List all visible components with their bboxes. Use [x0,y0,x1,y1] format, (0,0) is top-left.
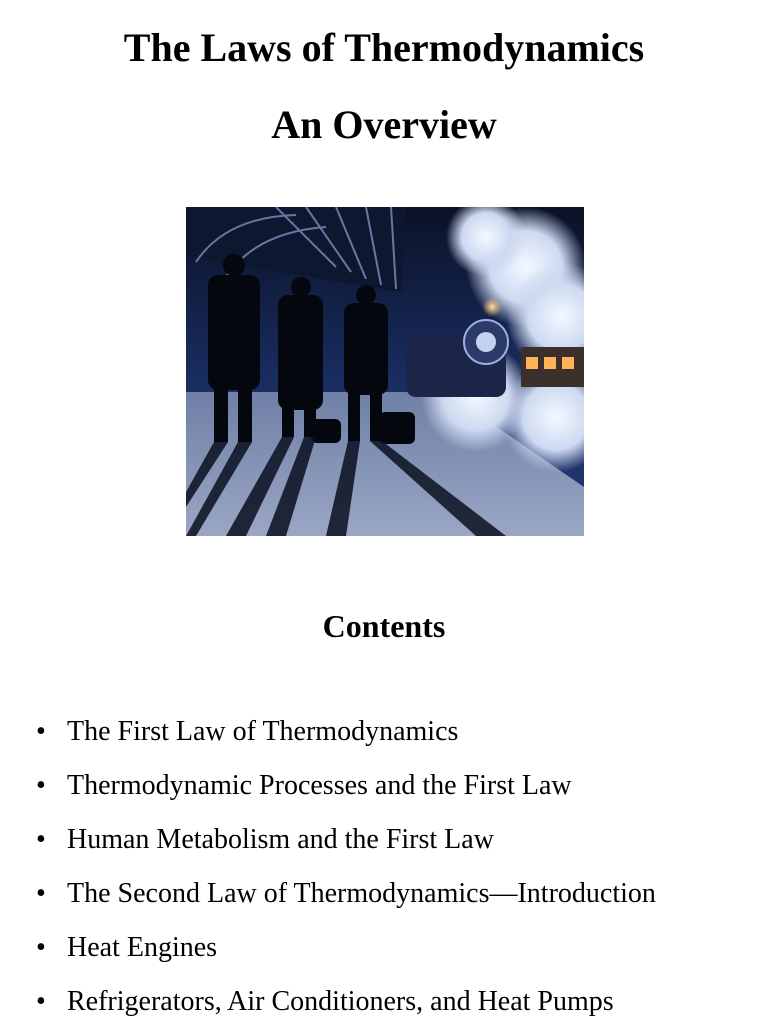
page-subtitle: An Overview [271,102,497,147]
bullet: • [36,878,46,909]
contents-list [0,712,768,1036]
bullet: • [36,986,46,1017]
bullet: • [36,932,46,963]
list-item-text: Human Metabolism and the First Law [67,824,494,855]
steam-train-photo [186,207,584,536]
list-item [0,766,768,820]
list-item [0,874,768,928]
list-item-text: Thermodynamic Processes and the First Law [67,770,572,801]
list-item [0,712,768,766]
contents-heading: Contents [322,608,446,644]
list-item [0,928,768,982]
bullet: • [36,770,46,801]
bullet: • [36,716,46,747]
list-item-text: Refrigerators, Air Conditioners, and Heat Pumps [67,986,614,1017]
list-item-text: The Second Law of Thermodynamics—Introduction [67,878,656,909]
bullet: • [36,824,46,855]
list-item [0,982,768,1036]
list-item-text: Heat Engines [67,932,218,963]
page-title: The Laws of Thermodynamics [123,25,645,70]
list-item-text: The First Law of Thermodynamics [67,716,459,747]
list-item [0,820,768,874]
